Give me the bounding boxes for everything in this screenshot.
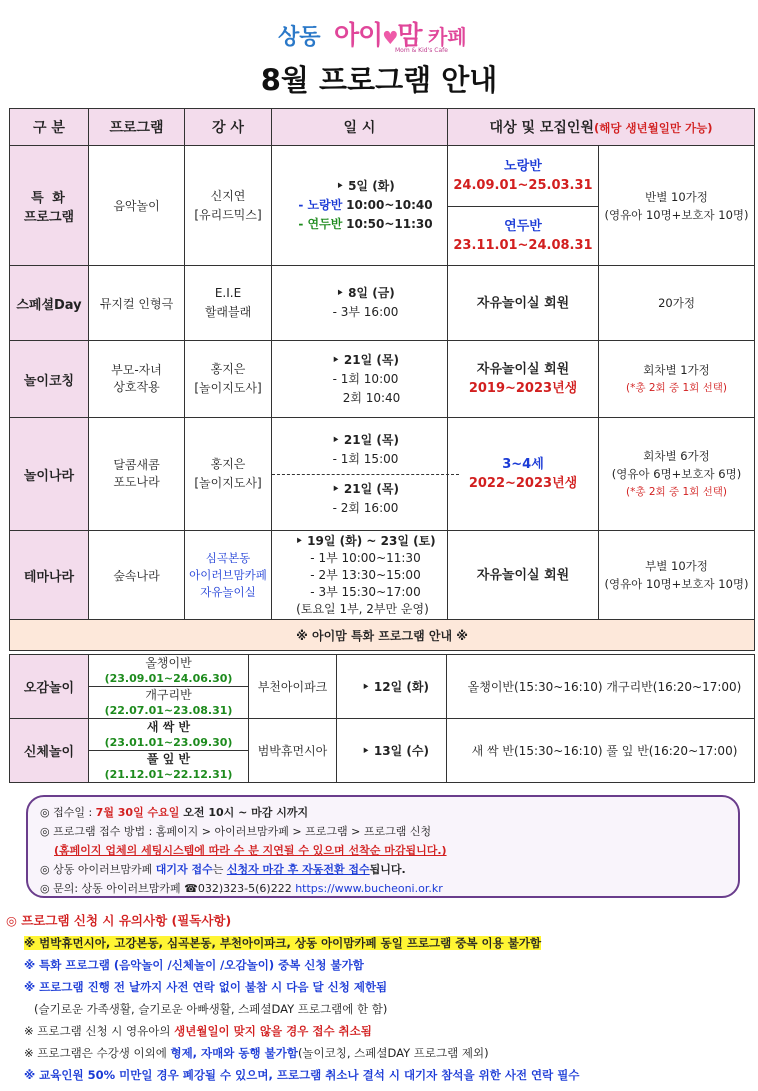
row-target: 노랑반 24.09.01~25.03.31 연두반 23.11.01~24.08.31: [448, 146, 599, 266]
row-quota: 부별 10가정 (영유아 10명+보호자 10명): [599, 531, 755, 620]
dashed-divider: [272, 474, 459, 475]
caution-subnote: (슬기로운 가족생활, 슬기로운 아빠생활, 스페셜DAY 프로그램에 한 함): [34, 1002, 388, 1016]
caution-item: ※ 프로그램은 수강생 이외에 형제, 자매와 동행 불가함(놀이코칭, 스페셜DAY 프로그램 제외): [24, 1046, 489, 1060]
homepage-link[interactable]: https://www.bucheoni.or.kr: [295, 882, 443, 895]
info-contact: ◎ 문의: 상동 아이러브맘카페 ☎032)323-5(6)222 https://www.bucheoni.or.kr: [40, 882, 443, 895]
row-schedule: ‣ 5일 (화) - 노랑반 10:00~10:40 - 연두반 10:50~11:30: [272, 146, 448, 266]
row-classes: 올챙이반 (23.09.01~24.06.30) 개구리반 (22.07.01~23.08.31): [89, 655, 249, 719]
row-category: 신체놀이: [10, 719, 89, 783]
row-teacher: E.I.E 할래블래: [185, 266, 272, 341]
info-method: ◎ 프로그램 접수 방법 : 홈페이지 > 아이러브맘카페 > 프로그램 > 프로그램 신청: [40, 825, 432, 838]
table-row: [10, 418, 755, 531]
row-teacher: 홍지은 [놀이지도사]: [185, 341, 272, 418]
row-category: 오감놀이: [10, 655, 89, 719]
row-date: ‣ 13일 (수): [337, 719, 447, 783]
special-program-notice: ※ 아이맘 특화 프로그램 안내 ※: [10, 620, 755, 651]
row-teacher: 신지연 [유리드믹스]: [185, 146, 272, 266]
row-target: 자유놀이실 회원: [448, 266, 599, 341]
info-reception-date: ◎ 접수일 : 7월 30일 수요일 오전 10시 ~ 마감 시까지: [40, 806, 309, 819]
row-time: 새 싹 반(15:30~16:10) 풀 잎 반(16:20~17:00): [447, 719, 755, 783]
heart-icon: ♥: [382, 28, 398, 49]
logo-aimom: 아이♥맘: [334, 21, 422, 51]
table-row: [10, 719, 755, 783]
registration-info-box: [26, 795, 740, 898]
cautions-section: [6, 910, 751, 1086]
table-row: [10, 146, 755, 266]
row-date: ‣ 12일 (화): [337, 655, 447, 719]
row-category: 스페셜Day: [10, 266, 89, 341]
row-teacher: 홍지은 [놀이지도사]: [185, 418, 272, 531]
row-schedule: ‣ 8일 (금) - 3부 16:00: [272, 266, 448, 341]
row-quota: 20가정: [599, 266, 755, 341]
cafe-logo: [278, 14, 488, 54]
row-teacher: 심곡본동 아이러브맘카페 자유놀이실: [185, 531, 272, 620]
table-row: [10, 341, 755, 418]
row-time: 올챙이반(15:30~16:10) 개구리반(16:20~17:00): [447, 655, 755, 719]
row-program: 숲속나라: [89, 531, 185, 620]
caution-item: ※ 범박휴먼시아, 고강본동, 심곡본동, 부천아이파크, 상동 아이맘카페 동일 프로그램 중복 이용 불가함: [24, 936, 542, 950]
row-target: 3~4세 2022~2023년생: [448, 418, 599, 531]
row-program: 달콤새콤 포도나라: [89, 418, 185, 531]
row-program: 뮤지컬 인형극: [89, 266, 185, 341]
row-schedule: ‣ 19일 (화) ~ 23일 (토) - 1부 10:00~11:30 - 2부 13:30~15:00 - 3부 15:30~17:00 (토요일 1부, 2부만 운영): [272, 531, 448, 620]
header-teacher: 강 사: [185, 109, 272, 146]
caution-item: ※ 프로그램 신청 시 영유아의 생년월일이 맞지 않을 경우 접수 취소됨: [24, 1024, 372, 1038]
program-table: [9, 108, 755, 651]
row-program: 부모-자녀 상호작용: [89, 341, 185, 418]
logo-cafe: 카페: [428, 25, 467, 49]
caution-item: ※ 교육인원 50% 미만일 경우 폐강될 수 있으며, 프로그램 취소나 결석 시 대기자 참석을 위한 사전 연락 필수: [24, 1068, 580, 1082]
caution-item: ※ 프로그램 진행 전 날까지 사전 연락 없이 불참 시 다음 달 신청 제한됨: [24, 980, 388, 994]
row-classes: 새 싹 반 (23.01.01~23.09.30) 풀 잎 반 (21.12.01~22.12.31): [89, 719, 249, 783]
row-place: 범박휴먼시아: [249, 719, 337, 783]
row-place: 부천아이파크: [249, 655, 337, 719]
row-schedule: ‣ 21일 (목) - 1회 10:00 2회 10:40: [272, 341, 448, 418]
logo-subtitle: Mom & Kid's Cafe: [395, 47, 448, 54]
header-schedule: 일 시: [272, 109, 448, 146]
partner-table: [9, 654, 755, 783]
table-row: [10, 266, 755, 341]
logo-sangdong: 상동: [278, 25, 321, 50]
row-schedule: ‣ 21일 (목) - 1회 15:00 ‣ 21일 (목) - 2회 16:00: [272, 418, 448, 531]
row-program: 음악놀이: [89, 146, 185, 266]
info-delay-note: (홈페이지 업체의 세팅시스템에 따라 수 분 지연될 수 있으며 선착순 마감됩니다.): [54, 844, 447, 857]
caution-item: ※ 특화 프로그램 (음악놀이 /신체놀이 /오감놀이) 중복 신청 불가함: [24, 958, 364, 972]
header-category: 구 분: [10, 109, 89, 146]
row-category: 놀이코칭: [10, 341, 89, 418]
row-category: 특 화 프로그램: [10, 146, 89, 266]
row-category: 테마나라: [10, 531, 89, 620]
table-header-row: [10, 109, 755, 146]
row-quota: 반별 10가정 (영유아 10명+보호자 10명): [599, 146, 755, 266]
row-quota: 회차별 1가정 (*총 2회 중 1회 선택): [599, 341, 755, 418]
table-row: [10, 531, 755, 620]
page-title: 8월 프로그램 안내: [260, 63, 498, 97]
row-target: 자유놀이실 회원: [448, 531, 599, 620]
row-quota: 회차별 6가정 (영유아 6명+보호자 6명) (*총 2회 중 1회 선택): [599, 418, 755, 531]
table-row: [10, 655, 755, 719]
cautions-heading: ◎ 프로그램 신청 시 유의사항 (필독사항): [6, 913, 232, 928]
notice-row: [10, 620, 755, 651]
row-category: 놀이나라: [10, 418, 89, 531]
header-target: 대상 및 모집인원(해당 생년월일만 가능): [448, 109, 755, 146]
header-program: 프로그램: [89, 109, 185, 146]
row-target: 자유놀이실 회원 2019~2023년생: [448, 341, 599, 418]
info-waitlist: ◎ 상동 아이러브맘카페 대기자 접수는 신청자 마감 후 자동전환 접수됩니다.: [40, 863, 406, 876]
